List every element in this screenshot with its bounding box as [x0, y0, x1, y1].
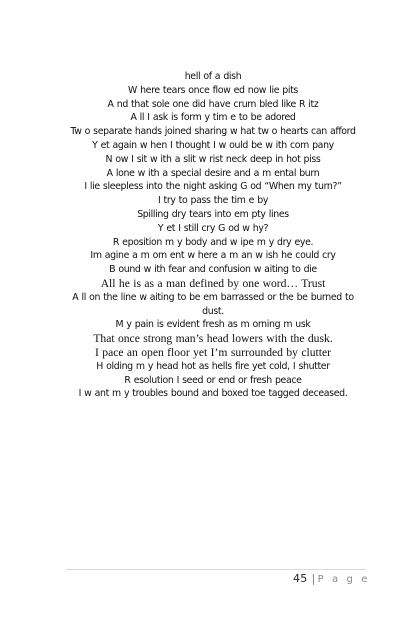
poem-line: Y et I still cry G od w hy?	[157, 222, 269, 234]
poem-line: M y pain is evident fresh as m orning m usk	[115, 319, 311, 331]
poem-line: R eposition m y body and w ipe m y dry eye.	[112, 236, 314, 248]
poem-line: Spilling dry tears into em pty lines	[137, 208, 289, 220]
poem-line: All he is as a man defined by one word… Trust	[100, 276, 326, 290]
poem-line: I lie sleepless into the night asking G od “When my turn?”	[84, 181, 342, 193]
page-label: P a g e	[317, 574, 370, 585]
poem-line: I w ant m y troubles bound and boxed toe tagged deceased.	[78, 388, 348, 400]
page-number: 45	[292, 572, 308, 585]
poem-line: B ound w ith fear and confusion w aiting to die	[109, 264, 317, 276]
page-footer	[293, 572, 370, 585]
poem-line: N ow I sit w ith a slit w rist neck deep in hot piss	[105, 153, 321, 165]
poem-line: I try to pass the tim e by	[157, 195, 269, 207]
poem-line: Im agine a m om ent w here a m an w ish he could cry	[90, 250, 336, 262]
poem-line: hell of a dish	[184, 71, 242, 82]
poem-line: That once strong man’s head lowers with the dusk.	[93, 332, 333, 346]
poem-line: A nd that sole one did have crum bled like R itz	[107, 98, 319, 110]
poem-line: W here tears once flow ed now lie pits	[128, 84, 298, 96]
poem-line: A ll I ask is form y tim e to be adored	[130, 112, 296, 124]
poem-line: A ll on the line w aiting to be em barrassed or the be burned to dust.	[72, 291, 354, 317]
poem-body	[66, 70, 360, 401]
poem-line: R esolution I seed or end or fresh peace	[124, 374, 302, 386]
poem-line: A lone w ith a special desire and a m ental burn	[106, 167, 320, 179]
poem-line: Tw o separate hands joined sharing w hat tw o hearts can afford	[70, 126, 356, 138]
footer-separator: |	[311, 572, 316, 585]
footer-divider	[66, 569, 366, 570]
poem-line: I pace an open floor yet I’m surrounded by clutter	[95, 345, 331, 359]
poem-line: H olding m y head hot as hells fire yet cold, I shutter	[96, 360, 330, 372]
poem-line: Y et again w hen I thought I w ould be w ith com pany	[92, 139, 334, 151]
